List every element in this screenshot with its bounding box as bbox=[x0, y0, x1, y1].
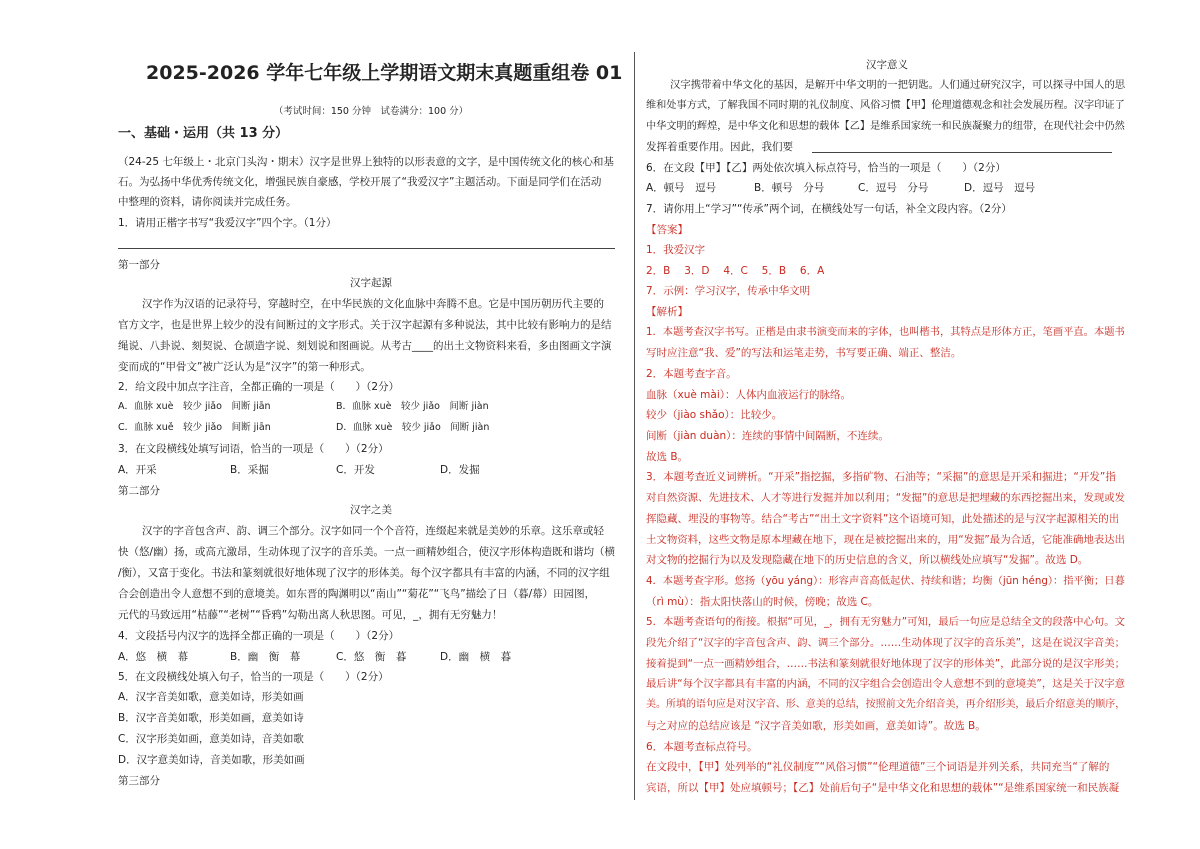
option-d: D．汉字意美如诗，音美如歌，形美如画 bbox=[118, 754, 305, 766]
passage-line: /衡），又富于变化。书法和篆刻就很好地体现了汉字的形体美。每个汉字都具有丰富的内涵，不同的汉字组 bbox=[118, 567, 610, 579]
analysis-line: 对文物的挖掘行为以及发现隐藏在地下的历史信息的含义，所以横线处应填写“发掘”。故选 D。 bbox=[646, 554, 1089, 566]
option-a: A．开采 bbox=[118, 464, 157, 476]
analysis-line: 5．本题考查语句的衔接。根据“可见，_，拥有无穷魅力”可知，最后一句应是总结全文的段落中心句。文 bbox=[646, 616, 1126, 628]
question-6: 6．在文段【甲】【乙】两处依次填入标点符号，恰当的一项是（ ）（2分） bbox=[646, 162, 1006, 174]
column-divider bbox=[634, 52, 635, 800]
passage-line: 汉字的字音包含声、韵、调三个部分。汉字如同一个个音符，连缀起来就是美妙的乐章。这乐章或轻 bbox=[142, 525, 604, 537]
analysis-line: 较少（jiào shǎo）：比较少。 bbox=[646, 409, 783, 421]
option-c: C．逗号 分号 bbox=[858, 182, 929, 194]
option-b: B．血脉 xuè 较少 jiǎo 间断 jiàn bbox=[336, 401, 489, 412]
passage-line: 维和处事方式，了解我国不同时期的礼仪制度、风俗习惯【甲】伦理道德观念和社会发展历程。汉字印证了 bbox=[646, 100, 1125, 111]
analysis-line: 最后讲“每个汉字都具有丰富的内涵，不同的汉字组合会创造出令人意想不到的意境美”，这是关于汉字意 bbox=[646, 678, 1126, 690]
analysis-line: 2．本题考查字音。 bbox=[646, 368, 737, 380]
page-title: 2025-2026 学年七年级上学期语文期末真题重组卷 01 bbox=[146, 62, 623, 84]
subheading: 汉字之美 bbox=[350, 504, 392, 516]
option-b: B．采掘 bbox=[230, 464, 269, 476]
passage-line: 发挥着重要作用。因此，我们要 bbox=[646, 141, 793, 153]
passage-line: 汉字携带着中华文化的基因，是解开中华文明的一把钥匙。人们通过研究汉字，可以探寻中国人的思 bbox=[670, 79, 1126, 91]
option-a: A．汉字音美如歌，意美如诗，形美如画 bbox=[118, 691, 304, 703]
question-2: 2．给文段中加点字注音，全都正确的一项是（ ）（2分） bbox=[118, 381, 400, 393]
analysis-line: 血脉（xuè mài）：人体内血液运行的脉络。 bbox=[646, 389, 851, 401]
analysis-line: 4．本题考查字形。悠扬（yōu yáng）：形容声音高低起伏、持续和谐；均衡（jūn héng）：指平衡；日暮 bbox=[646, 575, 1125, 587]
exam-info: （考试时间：150 分钟 试卷满分：100 分） bbox=[273, 106, 469, 117]
answer-line: 7．示例：学习汉字，传承中华文明 bbox=[646, 285, 811, 297]
passage-line: 中华文明的辉煌，是中华文化和思想的载体【乙】是维系国家统一和民族凝聚力的纽带，在现代社会中仍然 bbox=[646, 121, 1125, 132]
option-b: B．汉字音美如歌，形美如画，意美如诗 bbox=[118, 712, 304, 724]
analysis-line: 在文段中，【甲】处列举的“礼仪制度”“风俗习惯”“伦理道德”三个词语是并列关系，共同充当“了解的 bbox=[646, 761, 1110, 773]
answer-line: 2．B 3．D 4．C 5．B 6．A bbox=[646, 265, 825, 277]
question-3: 3．在文段横线处填写词语，恰当的一项是（ ）（2分） bbox=[118, 443, 389, 455]
analysis-line: 挥隐藏、埋没的事物等。结合“考古”“出土文字资料”这个语境可知，此处描述的是与汉字起源相关的出 bbox=[646, 513, 1120, 525]
answer-line bbox=[118, 248, 615, 249]
analysis-line: 宾语，所以【甲】处应填顿号；【乙】处前后句子“是中华文化和思想的载体”“是维系国家统一和民族凝 bbox=[646, 782, 1120, 794]
passage-line: 绳说、八卦说、刻契说、仓颉造字说、刻划说和图画说。从考古____的出土文物资料来看，多由图画文字演 bbox=[118, 340, 612, 352]
option-b: B．幽 衡 幕 bbox=[230, 651, 301, 663]
answer-line: 1．我爱汉字 bbox=[646, 244, 706, 256]
intro-line: （24-25 七年级上・北京门头沟・期末）汉字是世界上独特的以形表意的文字，是中国传统文化的核心和基 bbox=[118, 156, 614, 168]
option-c: C．开发 bbox=[336, 464, 375, 476]
analysis-line: （rì mù）：指太阳快落山的时候，傍晚；故选 C。 bbox=[646, 596, 879, 608]
option-a: A．血脉 xuè 较少 jiǎo 间断 jiān bbox=[118, 401, 271, 412]
option-a: A．顿号 逗号 bbox=[646, 182, 717, 194]
fill-blank-line bbox=[812, 152, 1112, 153]
question-5: 5．在文段横线处填入句子，恰当的一项是（ ）（2分） bbox=[118, 671, 389, 683]
question-7: 7．请你用上“学习”“传承”两个词，在横线处写一句话，补全文段内容。（2分） bbox=[646, 203, 1012, 215]
question-4: 4．文段括号内汉字的选择全都正确的一项是（ ）（2分） bbox=[118, 630, 400, 642]
part-label: 第三部分 bbox=[118, 775, 160, 787]
passage-line: 汉字作为汉语的记录符号，穿越时空，在中华民族的文化血脉中奔腾不息。它是中国历朝历代主要的 bbox=[142, 298, 604, 310]
part-label: 第一部分 bbox=[118, 259, 160, 271]
passage-line: 官方文字，也是世界上较少的没有间断过的文字形式。关于汉字起源有多种说法，其中比较有影响力的是结 bbox=[118, 319, 612, 331]
answer-label: 【答案】 bbox=[646, 224, 688, 236]
section-heading: 一、基础・运用（共 13 分） bbox=[118, 126, 289, 141]
passage-line: 元代的马致远用“枯藤”“老树”“昏鸦”勾勒出离人秋思图。可见，_，拥有无穷魅力！ bbox=[118, 609, 503, 621]
analysis-line: 写时应注意“我、爱”的写法和运笔走势，书写要正确、端正、整洁。 bbox=[646, 347, 962, 359]
analysis-line: 土文物资料，这些文物是原本埋藏在地下，现在是被挖掘出来的，用“发掘”最为合适，它能准确地表达出 bbox=[646, 534, 1126, 546]
passage-line: 合会创造出令人意想不到的意境美。如东晋的陶渊明以“南山”“菊花”“飞鸟”描绘了日（暮/幕）田园图， bbox=[118, 588, 596, 600]
analysis-line: 间断（jiàn duàn）：连续的事情中间隔断，不连续。 bbox=[646, 430, 889, 442]
option-d: D．逗号 逗号 bbox=[964, 182, 1036, 194]
option-c: C．血脉 xuě 较少 jiǎo 间断 jiān bbox=[118, 422, 271, 433]
option-a: A．悠 横 幕 bbox=[118, 651, 189, 663]
analysis-line: 与之对应的总结应该是 “汉字音美如歌，形美如画，意美如诗”。故选 B。 bbox=[646, 720, 986, 732]
subheading: 汉字起源 bbox=[350, 277, 392, 289]
analysis-line: 段先介绍了“汉字的字音包含声、韵、调三个部分。……生动体现了汉字的音乐美”，这是在说汉字音美； bbox=[646, 637, 1126, 649]
option-d: D．幽 横 暮 bbox=[440, 651, 512, 663]
analysis-line: 对自然资源、先进技术、人才等进行发掘并加以利用；“发掘”的意思是把埋藏的东西挖掘出来，发现或发 bbox=[646, 492, 1126, 504]
subheading: 汉字意义 bbox=[866, 59, 908, 71]
analysis-line: 6．本题考查标点符号。 bbox=[646, 741, 758, 753]
intro-line: 石。为弘扬中华优秀传统文化，增强民族自豪感，学校开展了“我爱汉字”主题活动。下面是同学们在活动 bbox=[118, 176, 602, 188]
option-d: D．发掘 bbox=[440, 464, 480, 476]
passage-line: 变而成的“甲骨文”被广泛认为是“汉字”的第一种形式。 bbox=[118, 361, 371, 373]
intro-line: 中整理的资料，请你阅读并完成任务。 bbox=[118, 196, 297, 208]
option-d: D．血脉 xuè 较少 jiǎo 间断 jiàn bbox=[336, 422, 490, 433]
part-label: 第二部分 bbox=[118, 485, 160, 497]
question-1: 1．请用正楷字书写“我爱汉字”四个字。（1分） bbox=[118, 217, 337, 229]
analysis-label: 【解析】 bbox=[646, 306, 688, 318]
analysis-line: 美。所填的语句应是对汉字音、形、意美的总结，按照前文先介绍音美，再介绍形美，最后介绍意美的顺序， bbox=[646, 699, 1126, 710]
option-b: B．顿号 分号 bbox=[754, 182, 825, 194]
passage-line: 快（悠/幽）扬，或高亢激昂，生动体现了汉字的音乐美。一点一画精妙组合，使汉字形体构造既和谐均（横 bbox=[118, 546, 616, 558]
analysis-line: 接着提到“一点一画精妙组合，……书法和篆刻就很好地体现了汉字的形体美”，此部分说的是汉字形美； bbox=[646, 658, 1126, 670]
option-c: C．汉字形美如画，意美如诗，音美如歌 bbox=[118, 733, 304, 745]
analysis-line: 3．本题考查近义词辨析。“开采”指挖掘，多指矿物、石油等；“采掘”的意思是开采和掘进；“开发”指 bbox=[646, 471, 1116, 483]
option-c: C．悠 衡 暮 bbox=[336, 651, 407, 663]
analysis-line: 故选 B。 bbox=[646, 451, 689, 463]
analysis-line: 1．本题考查汉字书写。正楷是由隶书演变而来的字体，也叫楷书，其特点是形体方正，笔画平直。本题书 bbox=[646, 326, 1125, 338]
